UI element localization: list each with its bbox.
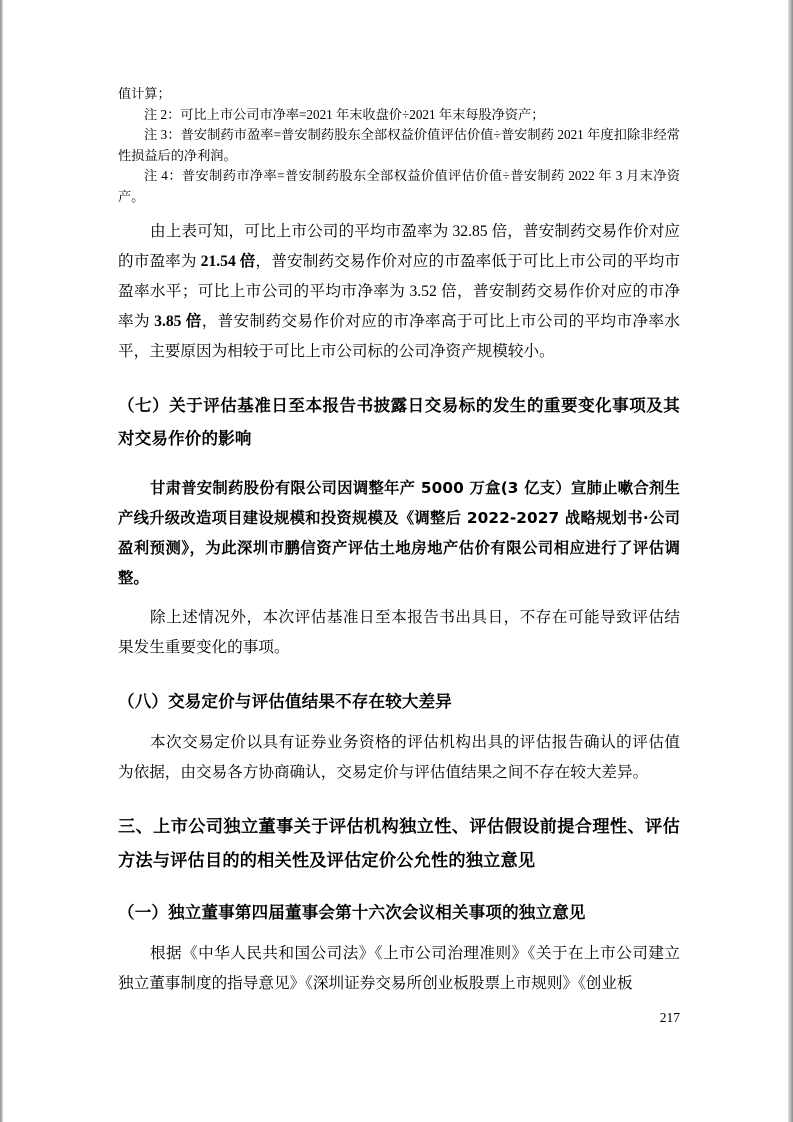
paragraph-evaluation-adjustment: 甘肃普安制药股份有限公司因调整年产 5000 万盒(3 亿支）宣肺止嗽合剂生产线升级改造项目建设规模和投资规模及《调整后 2022-2027 战略规划书·公司盈利预测》，为此深圳市鹏信资产评估土地房地产估价有限公司相应进行了评估调整。 [118,479,680,587]
spacer [118,788,680,810]
paragraph-market-multiples [118,217,680,367]
heading-section-eight: （八）交易定价与评估值结果不存在较大差异 [118,692,452,711]
paragraph-pricing-basis: 本次交易定价以具有证券业务资格的评估机构出具的评估报告确认的评估值为依据，由交易各方协商确认，交易定价与评估值结果之间不存在较大差异。 [118,734,680,781]
heading-section-three: 三、上市公司独立董事关于评估机构独立性、评估假设前提合理性、评估方法与评估目的的相关性及评估定价公允性的独立意见 [118,817,680,871]
heading-section-seven: （七）关于评估基准日至本报告书披露日交易标的发生的重要变化事项及其对交易作价的影响 [118,396,680,448]
pe-ratio-value: 21.54 倍 [200,253,256,270]
page-right-edge-shadow [788,0,793,1122]
spacer [118,367,680,389]
heading-section-three-one: （一）独立董事第四届董事会第十六次会议相关事项的独立意见 [118,903,586,922]
page-left-edge-shadow [0,0,3,1122]
spacer [118,878,680,896]
spacer [118,593,680,603]
paragraph-seg-2: ，普安制药交易作价对应的市盈率低于可比上市公司的平均市盈率水平；可比上市公司的平均市净率为 3.52 倍，普安制药交易作价对应的市净率为 [118,253,680,330]
spacer [118,455,680,473]
note-line-1: 注 2：可比上市公司市净率=2021 年末收盘价÷2021 年末每股净资产； [144,106,545,122]
paragraph-seg-1: 由上表可知，可比上市公司的平均市盈率为 32.85 倍，普安制药交易作价对应的市盈率为 [118,223,680,270]
page-content [118,84,680,998]
spacer [118,929,680,939]
paragraph-seg-3: ，普安制药交易作价对应的市净率高于可比上市公司的平均市净率水平，主要原因为相较于可比上市公司标的公司净资产规模较小。 [118,313,680,360]
note-line-2: 注 3：普安制药市盈率=普安制药股东全部权益价值评估价值÷普安制药 2021 年度扣除非经常性损益后的净利润。 [118,127,680,163]
note-line-0: 值计算； [118,86,171,101]
page-number: 217 [659,1010,680,1025]
spacer [118,663,680,685]
paragraph-regulations-basis: 根据《中华人民共和国公司法》《上市公司治理准则》《关于在上市公司建立独立董事制度的指导意见》《深圳证券交易所创业板股票上市规则》《创业板 [118,945,680,992]
pb-ratio-value: 3.85 倍 [154,313,202,330]
paragraph-no-material-change: 除上述情况外，本次评估基准日至本报告书出具日，不存在可能导致评估结果发生重要变化的事项。 [118,609,680,656]
note-line-3: 注 4：普安制药市净率=普安制药股东全部权益价值评估价值÷普安制药 2022 年 3 月末净资产。 [118,168,680,204]
spacer [118,718,680,728]
spacer [118,207,680,217]
